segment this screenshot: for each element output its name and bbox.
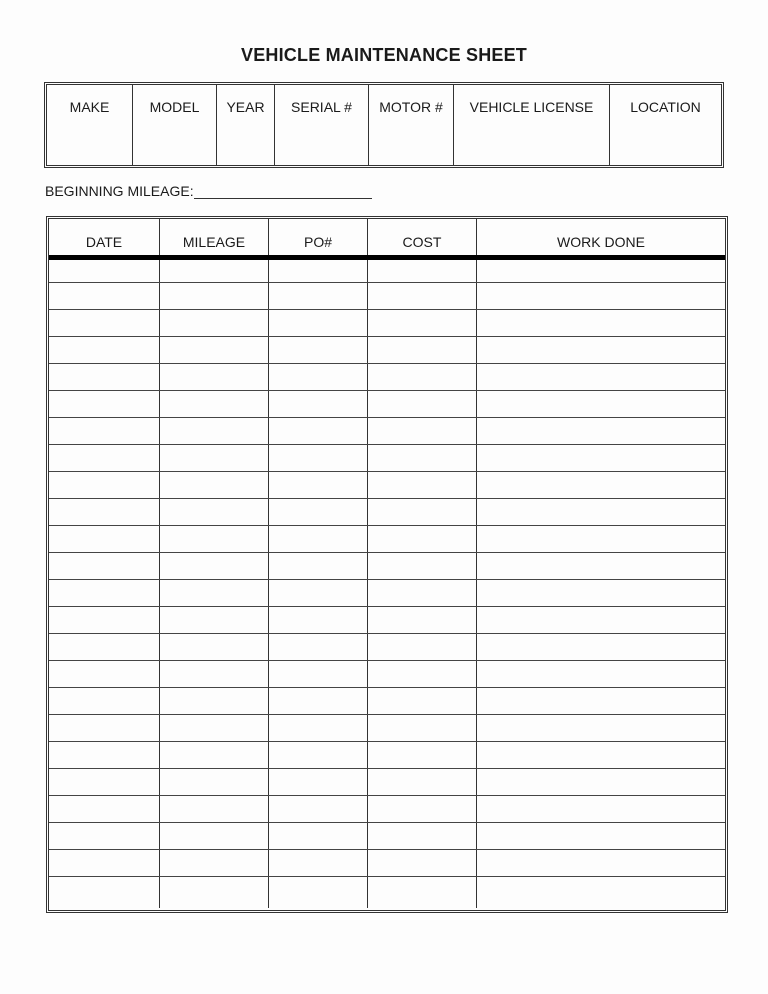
table-row [49,526,725,553]
cell-po[interactable] [269,742,368,768]
cell-date[interactable] [49,283,160,309]
cell-date[interactable] [49,260,160,282]
cell-cost[interactable] [368,391,477,417]
cell-po[interactable] [269,445,368,471]
cell-mileage[interactable] [160,283,269,309]
cell-work-done[interactable] [477,877,725,908]
cell-cost[interactable] [368,796,477,822]
cell-po[interactable] [269,769,368,795]
cell-cost[interactable] [368,260,477,282]
cell-po[interactable] [269,688,368,714]
cell-date[interactable] [49,499,160,525]
sheet-title: VEHICLE MAINTENANCE SHEET [240,45,528,65]
log-header-row [49,219,725,260]
cell-mileage[interactable] [160,526,269,552]
table-row [49,715,725,742]
table-row [49,337,725,364]
cell-date[interactable] [49,337,160,363]
header-po: PO# [269,219,368,255]
table-row [49,769,725,796]
cell-mileage[interactable] [160,661,269,687]
cell-work-done[interactable] [477,391,725,417]
beginning-mileage-label: BEGINNING MILEAGE: [45,183,194,199]
cell-po[interactable] [269,661,368,687]
cell-work-done[interactable] [477,553,725,579]
cell-work-done[interactable] [477,260,725,282]
cell-work-done[interactable] [477,796,725,822]
cell-po[interactable] [269,310,368,336]
info-cell-location[interactable]: LOCATION [630,99,701,115]
cell-cost[interactable] [368,499,477,525]
cell-work-done[interactable] [477,337,725,363]
cell-mileage[interactable] [160,850,269,876]
table-row [49,688,725,715]
cell-cost[interactable] [368,688,477,714]
cell-mileage[interactable] [160,877,269,908]
cell-mileage[interactable] [160,634,269,660]
table-row [49,823,725,850]
table-row [49,607,725,634]
cell-po[interactable] [269,391,368,417]
cell-po[interactable] [269,580,368,606]
cell-work-done[interactable] [477,769,725,795]
table-row [49,310,725,337]
cell-po[interactable] [269,260,368,282]
cell-po[interactable] [269,418,368,444]
info-cell-model[interactable]: MODEL [133,85,217,165]
table-row [49,553,725,580]
cell-work-done[interactable] [477,742,725,768]
cell-mileage[interactable] [160,553,269,579]
table-row [49,283,725,310]
cell-mileage[interactable] [160,310,269,336]
table-row [49,742,725,769]
cell-cost[interactable] [368,850,477,876]
cell-mileage[interactable] [160,742,269,768]
cell-date[interactable] [49,688,160,714]
cell-cost[interactable] [368,526,477,552]
table-row [49,418,725,445]
table-row [49,499,725,526]
vehicle-info-table [44,82,724,168]
cell-cost[interactable] [368,823,477,849]
table-row [49,580,725,607]
cell-date[interactable] [49,553,160,579]
cell-date[interactable] [49,472,160,498]
table-row [49,634,725,661]
cell-cost[interactable] [368,607,477,633]
table-row [49,445,725,472]
info-cell-serial[interactable]: SERIAL # [275,85,369,165]
cell-work-done[interactable] [477,472,725,498]
header-mileage: MILEAGE [160,219,269,255]
info-cell-make[interactable]: MAKE [47,85,133,165]
cell-work-done[interactable] [477,850,725,876]
table-row [49,364,725,391]
cell-work-done[interactable] [477,823,725,849]
cell-date[interactable] [49,715,160,741]
info-cell-vehicle-license[interactable]: VEHICLE LICENSE [454,85,610,165]
cell-date[interactable] [49,445,160,471]
cell-mileage[interactable] [160,688,269,714]
cell-work-done[interactable] [477,310,725,336]
cell-cost[interactable] [368,364,477,390]
cell-date[interactable] [49,850,160,876]
cell-date[interactable] [49,769,160,795]
cell-date[interactable] [49,742,160,768]
cell-mileage[interactable] [160,364,269,390]
cell-po[interactable] [269,607,368,633]
cell-work-done[interactable] [477,715,725,741]
cell-work-done[interactable] [477,607,725,633]
table-row [49,850,725,877]
table-row [49,877,725,908]
header-work-done: WORK DONE [557,234,645,250]
table-row [49,391,725,418]
cell-po[interactable] [269,850,368,876]
cell-date[interactable] [49,877,160,908]
cell-date[interactable] [49,823,160,849]
cell-date[interactable] [49,418,160,444]
cell-cost[interactable] [368,877,477,908]
cell-mileage[interactable] [160,418,269,444]
cell-po[interactable] [269,553,368,579]
cell-cost[interactable] [368,634,477,660]
cell-po[interactable] [269,499,368,525]
cell-mileage[interactable] [160,715,269,741]
cell-cost[interactable] [368,661,477,687]
cell-po[interactable] [269,877,368,908]
cell-date[interactable] [49,634,160,660]
cell-mileage[interactable] [160,445,269,471]
cell-work-done[interactable] [477,634,725,660]
cell-cost[interactable] [368,445,477,471]
cell-cost[interactable] [368,283,477,309]
cell-po[interactable] [269,283,368,309]
cell-cost[interactable] [368,310,477,336]
cell-work-done[interactable] [477,580,725,606]
cell-date[interactable] [49,661,160,687]
cell-cost[interactable] [368,418,477,444]
cell-mileage[interactable] [160,769,269,795]
table-row [49,796,725,823]
cell-work-done[interactable] [477,445,725,471]
cell-date[interactable] [49,364,160,390]
cell-date[interactable] [49,796,160,822]
cell-mileage[interactable] [160,823,269,849]
cell-po[interactable] [269,472,368,498]
beginning-mileage-field [45,183,372,199]
cell-cost[interactable] [368,769,477,795]
cell-date[interactable] [49,526,160,552]
cell-po[interactable] [269,364,368,390]
header-date: DATE [49,219,160,255]
cell-date[interactable] [49,580,160,606]
maintenance-log-table [46,216,728,913]
table-row [49,661,725,688]
cell-po[interactable] [269,796,368,822]
cell-mileage[interactable] [160,472,269,498]
cell-po[interactable] [269,634,368,660]
cell-mileage[interactable] [160,391,269,417]
cell-po[interactable] [269,715,368,741]
cell-date[interactable] [49,607,160,633]
cell-cost[interactable] [368,580,477,606]
cell-po[interactable] [269,526,368,552]
cell-cost[interactable] [368,742,477,768]
cell-work-done[interactable] [477,283,725,309]
cell-cost[interactable] [368,337,477,363]
info-cell-year[interactable]: YEAR [217,85,275,165]
beginning-mileage-blank[interactable] [194,183,372,199]
header-cost: COST [368,219,477,255]
info-cell-motor[interactable]: MOTOR # [369,85,454,165]
cell-work-done[interactable] [477,418,725,444]
cell-work-done[interactable] [477,661,725,687]
cell-date[interactable] [49,310,160,336]
cell-po[interactable] [269,337,368,363]
cell-mileage[interactable] [160,260,269,282]
cell-mileage[interactable] [160,499,269,525]
cell-date[interactable] [49,391,160,417]
cell-cost[interactable] [368,472,477,498]
cell-mileage[interactable] [160,796,269,822]
cell-mileage[interactable] [160,580,269,606]
cell-cost[interactable] [368,553,477,579]
cell-work-done[interactable] [477,499,725,525]
table-row [49,472,725,499]
cell-work-done[interactable] [477,364,725,390]
cell-cost[interactable] [368,715,477,741]
cell-mileage[interactable] [160,607,269,633]
cell-mileage[interactable] [160,337,269,363]
cell-po[interactable] [269,823,368,849]
cell-work-done[interactable] [477,526,725,552]
log-body [49,260,725,908]
table-row [49,260,725,283]
cell-work-done[interactable] [477,688,725,714]
